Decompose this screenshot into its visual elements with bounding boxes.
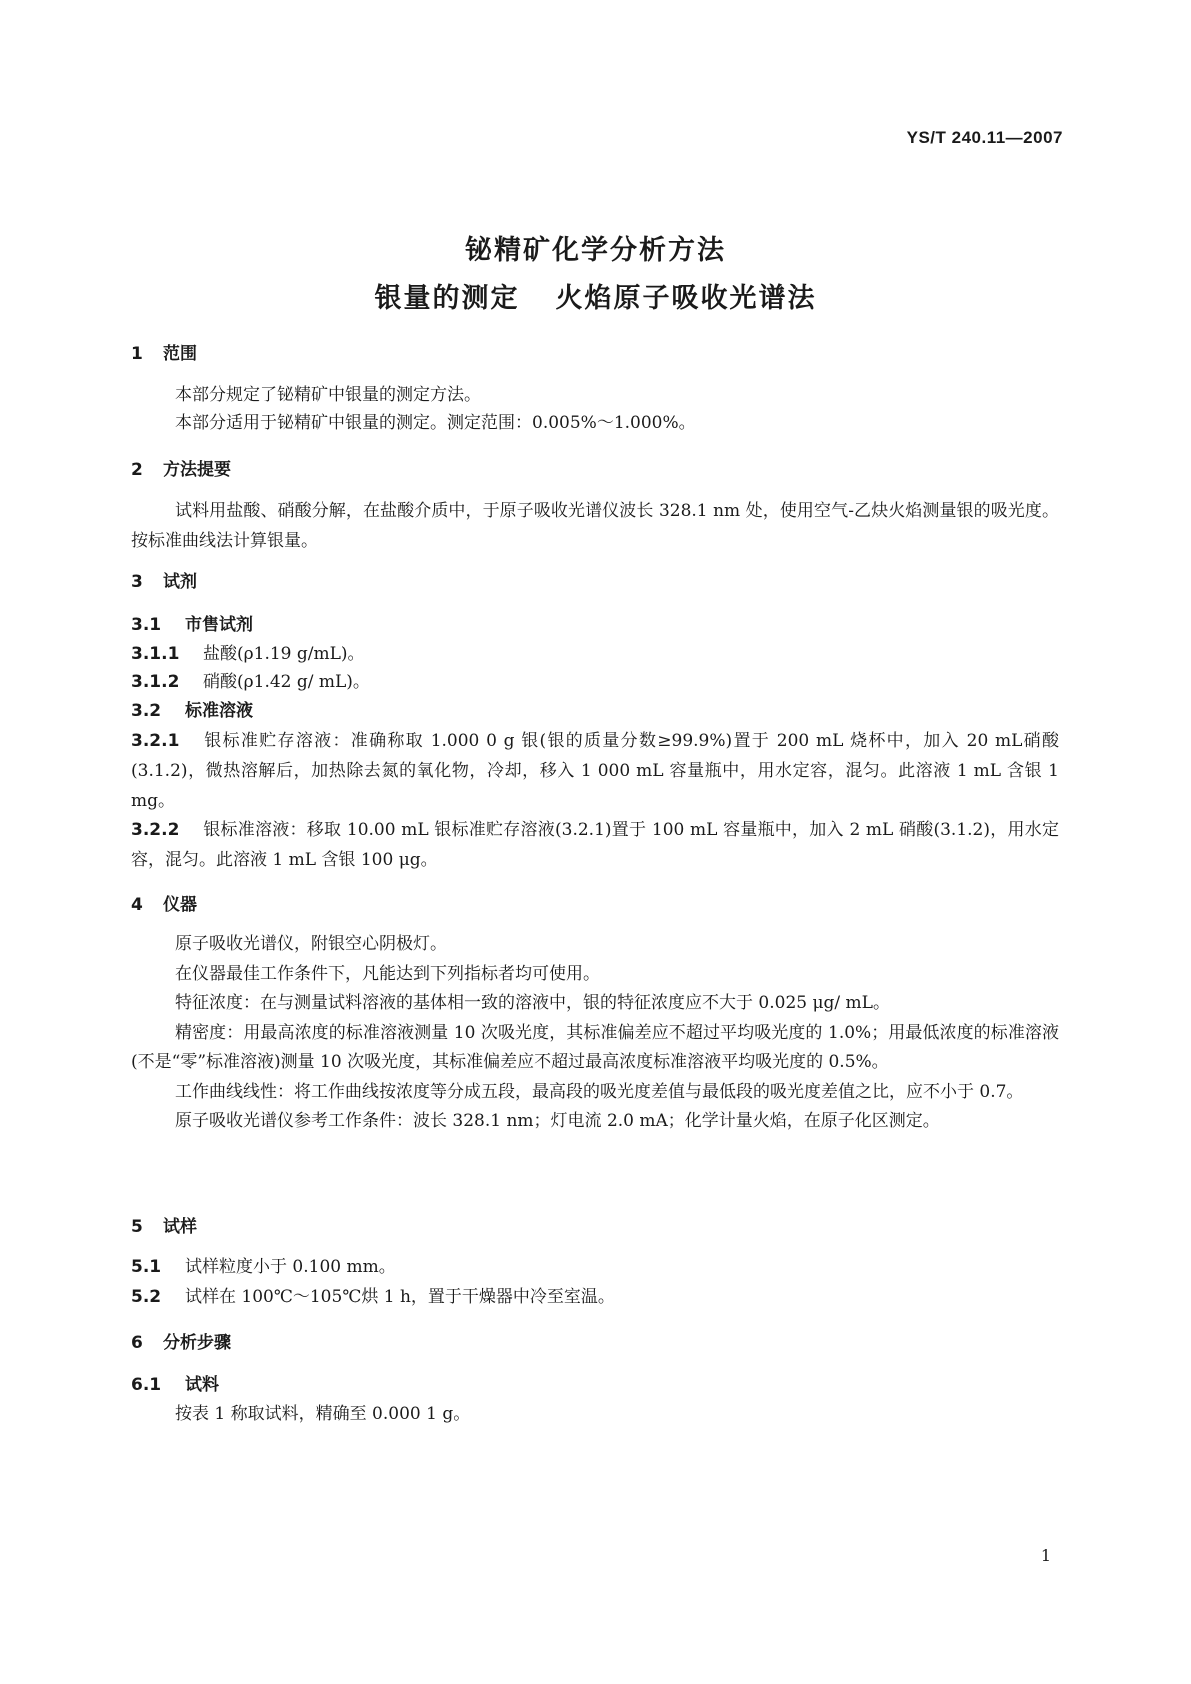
section-5-2: 5.2 试样在 100℃～105℃烘 1 h，置于干燥器中冷至室温。 bbox=[131, 1287, 615, 1307]
page-number: 1 bbox=[1040, 1546, 1051, 1565]
section-5-heading: 5 试样 bbox=[131, 1217, 197, 1237]
section-3-1-2: 3.1.2 硝酸(ρ1.42 g/ mL)。 bbox=[131, 672, 370, 692]
section-3-heading: 3 试剂 bbox=[131, 572, 197, 592]
section-4-body bbox=[131, 930, 1059, 1137]
section-3-1-heading: 3.1 市售试剂 bbox=[131, 615, 253, 635]
section-3-2-1: 3.2.1 银标准贮存溶液：准确称取 1.000 0 g 银(银的质量分数≥99.9%)置于 200 mL 烧杯中，加入 20 mL硝酸(3.1.2)，微热溶解后，加热除去氮的氧化物，冷却，移入 1 000 mL 容量瓶中，用水定容，混匀。此溶液 1 mL 含银 1 mg。 bbox=[131, 731, 1059, 811]
section-1-heading: 1 范围 bbox=[131, 344, 197, 364]
doc-title-line2 bbox=[0, 276, 1191, 315]
paragraph: 精密度：用最高浓度的标准溶液测量 10 次吸光度，其标准偏差应不超过平均吸光度的 1.0%；用最低浓度的标准溶液(不是“零”标准溶液)测量 10 次吸光度，其标准偏差应不超过最高浓度标准溶液平均吸光度的 0.5%。 bbox=[131, 1022, 1059, 1072]
paragraph: 原子吸收光谱仪参考工作条件：波长 328.1 nm；灯电流 2.0 mA；化学计量火焰，在原子化区测定。 bbox=[175, 1111, 940, 1131]
section-1-body bbox=[131, 381, 1059, 437]
section-6-1-body bbox=[131, 1400, 1059, 1428]
paragraph: 原子吸收光谱仪，附银空心阴极灯。 bbox=[175, 934, 447, 954]
paragraph: 特征浓度：在与测量试料溶液的基体相一致的溶液中，银的特征浓度应不大于 0.025 μg/ mL。 bbox=[175, 993, 890, 1013]
doc-title-line1: 铋精矿化学分析方法 bbox=[465, 235, 726, 266]
section-6-1-heading: 6.1 试料 bbox=[131, 1375, 219, 1395]
section-6-heading: 6 分析步骤 bbox=[131, 1333, 231, 1353]
paragraph: 本部分规定了铋精矿中银量的测定方法。 bbox=[175, 385, 481, 405]
paragraph: 按表 1 称取试料，精确至 0.000 1 g。 bbox=[175, 1404, 471, 1424]
section-3-2-2: 3.2.2 银标准溶液：移取 10.00 mL 银标准贮存溶液(3.2.1)置于 100 mL 容量瓶中，加入 2 mL 硝酸(3.1.2)，用水定容，混匀。此溶液 1 mL 含银 100 μg。 bbox=[131, 820, 1059, 870]
section-5-1: 5.1 试样粒度小于 0.100 mm。 bbox=[131, 1257, 396, 1277]
paragraph: 在仪器最佳工作条件下，凡能达到下列指标者均可使用。 bbox=[175, 963, 600, 984]
section-3-1-1: 3.1.1 盐酸(ρ1.19 g/mL)。 bbox=[131, 644, 365, 664]
standard-number: YS/T 240.11—2007 bbox=[906, 128, 1063, 147]
paragraph: 本部分适用于铋精矿中银量的测定。测定范围：0.005%～1.000%。 bbox=[175, 413, 696, 433]
paragraph: 试料用盐酸、硝酸分解，在盐酸介质中，于原子吸收光谱仪波长 328.1 nm 处，使用空气-乙炔火焰测量银的吸光度。按标准曲线法计算银量。 bbox=[131, 501, 1059, 551]
title-part-b: 火焰原子吸收光谱法 bbox=[555, 283, 817, 314]
paragraph: 工作曲线线性：将工作曲线按浓度等分成五段，最高段的吸光度差值与最低段的吸光度差值之比，应不小于 0.7。 bbox=[175, 1081, 1024, 1102]
section-2-body bbox=[131, 496, 1059, 556]
title-part-a: 银量的测定 bbox=[374, 283, 520, 314]
section-3-2-heading: 3.2 标准溶液 bbox=[131, 701, 253, 721]
section-2-heading: 2 方法提要 bbox=[131, 460, 231, 480]
section-4-heading: 4 仪器 bbox=[131, 895, 197, 915]
